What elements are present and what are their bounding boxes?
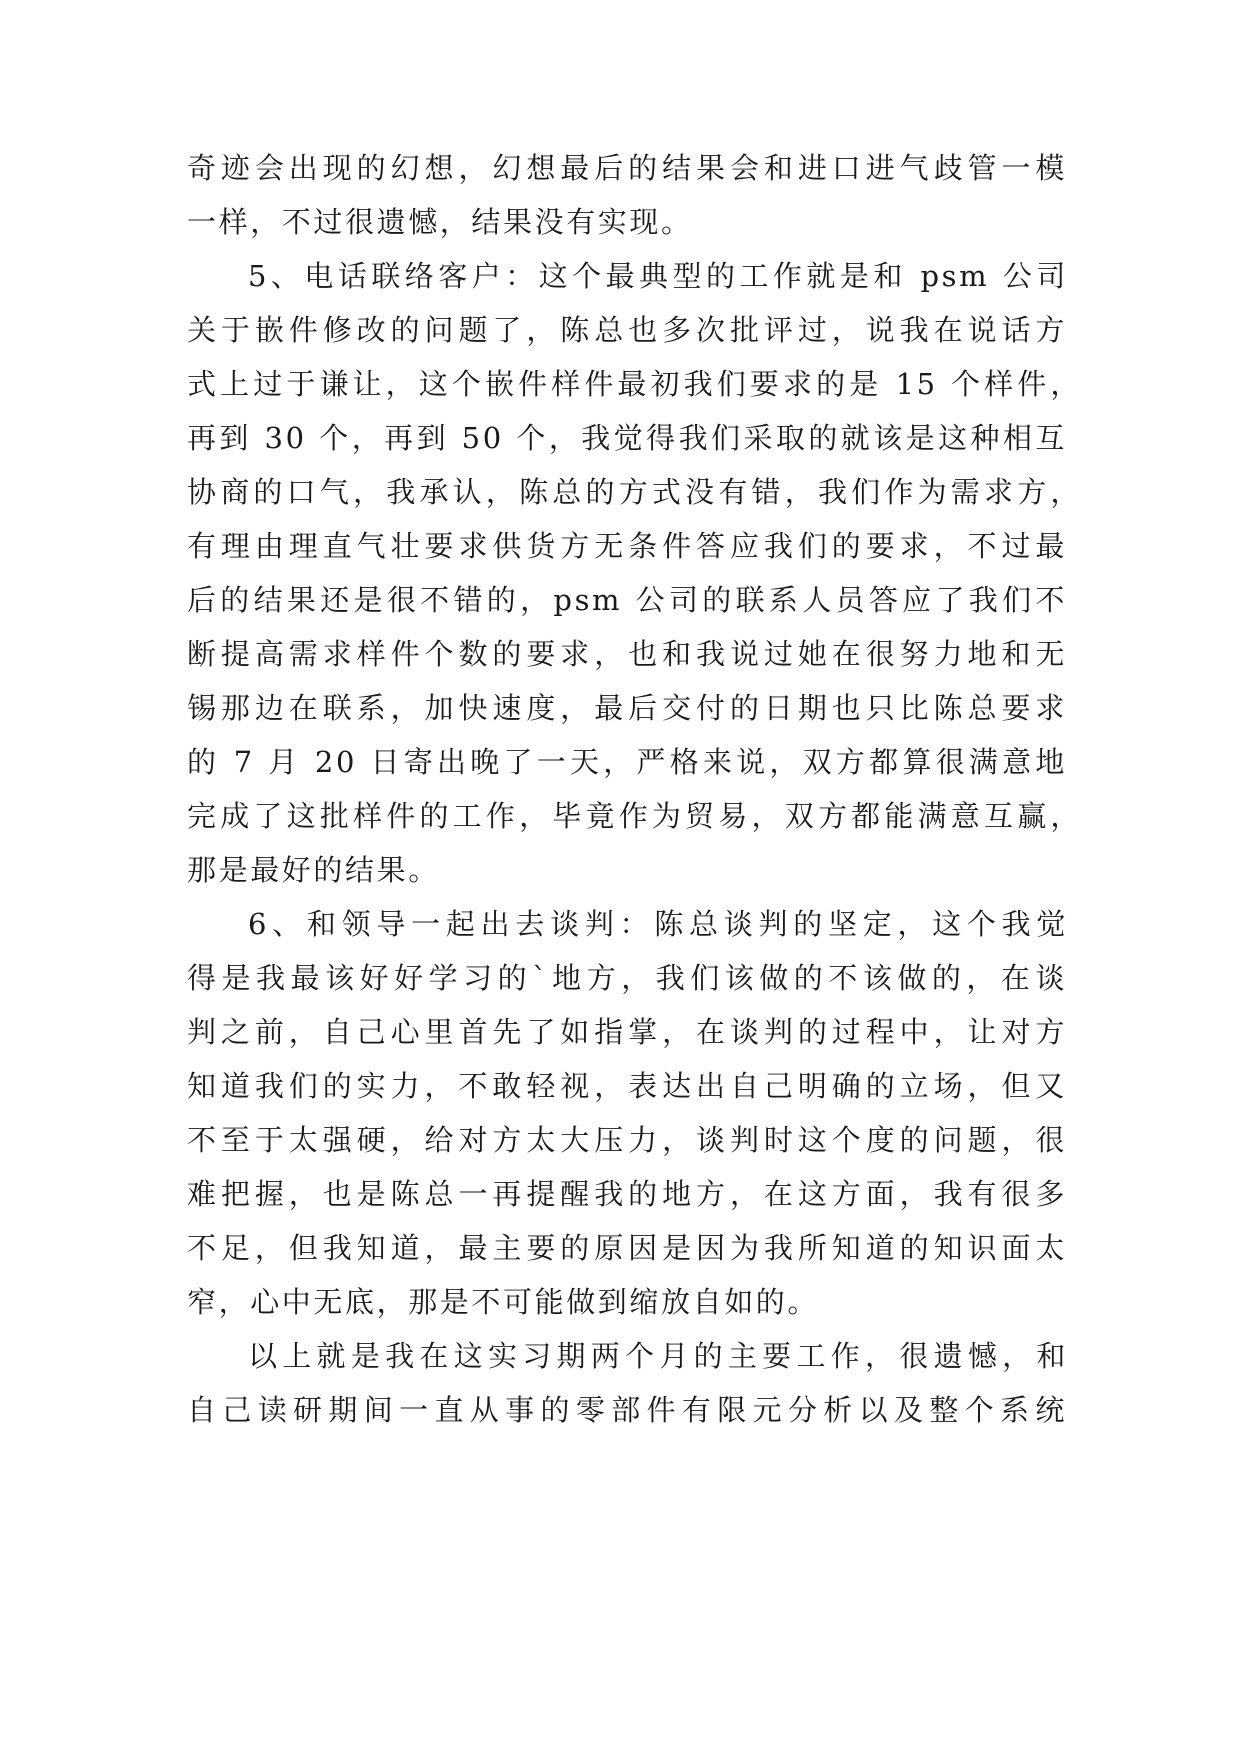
text-line: 知道我们的实力，不敢轻视，表达出自己明确的立场，但又 <box>187 1069 1067 1103</box>
text-line: 奇迹会出现的幻想，幻想最后的结果会和进口进气歧管一模 <box>187 151 1067 185</box>
text-line: 再到 30 个，再到 50 个，我觉得我们采取的就该是这种相互 <box>187 421 1067 455</box>
text-line: 难把握，也是陈总一再提醒我的地方，在这方面，我有很多 <box>187 1177 1067 1211</box>
paragraph-start-line: 6、和领导一起出去谈判：陈总谈判的坚定，这个我觉 <box>248 907 1068 941</box>
text-line: 不足，但我知道，最主要的原因是因为我所知道的知识面太 <box>187 1231 1067 1265</box>
paragraph-start-line: 以上就是我在这实习期两个月的主要工作，很遗憾，和 <box>248 1339 1068 1373</box>
text-line: 判之前，自己心里首先了如指掌，在谈判的过程中，让对方 <box>187 1015 1067 1049</box>
text-line: 那是最好的结果。 <box>187 853 440 887</box>
text-line: 式上过于谦让，这个嵌件样件最初我们要求的是 15 个样件， <box>187 367 1082 401</box>
text-line: 锡那边在联系，加快速度，最后交付的日期也只比陈总要求 <box>187 691 1067 725</box>
text-line: 后的结果还是很不错的，psm 公司的联系人员答应了我们不 <box>187 583 1067 617</box>
paragraph-start-line: 5、电话联络客户：这个最典型的工作就是和 psm 公司 <box>248 259 1068 293</box>
text-line: 得是我最该好好学习的`地方，我们该做的不该做的，在谈 <box>187 961 1067 995</box>
text-line: 自己读研期间一直从事的零部件有限元分析以及整个系统 <box>187 1393 1067 1427</box>
text-line: 的 7 月 20 日寄出晚了一天，严格来说，双方都算很满意地 <box>187 745 1067 779</box>
text-line: 关于嵌件修改的问题了，陈总也多次批评过，说我在说话方 <box>187 313 1067 347</box>
text-line: 有理由理直气壮要求供货方无条件答应我们的要求，不过最 <box>187 529 1067 563</box>
text-line: 一样，不过很遗憾，结果没有实现。 <box>187 205 693 239</box>
text-line: 窄，心中无底，那是不可能做到缩放自如的。 <box>187 1285 820 1319</box>
text-line: 断提高需求样件个数的要求，也和我说过她在很努力地和无 <box>187 637 1067 671</box>
text-line: 协商的口气，我承认，陈总的方式没有错，我们作为需求方， <box>187 475 1082 509</box>
text-line: 不至于太强硬，给对方太大压力，谈判时这个度的问题，很 <box>187 1123 1067 1157</box>
text-line: 完成了这批样件的工作，毕竟作为贸易，双方都能满意互赢， <box>187 799 1082 833</box>
